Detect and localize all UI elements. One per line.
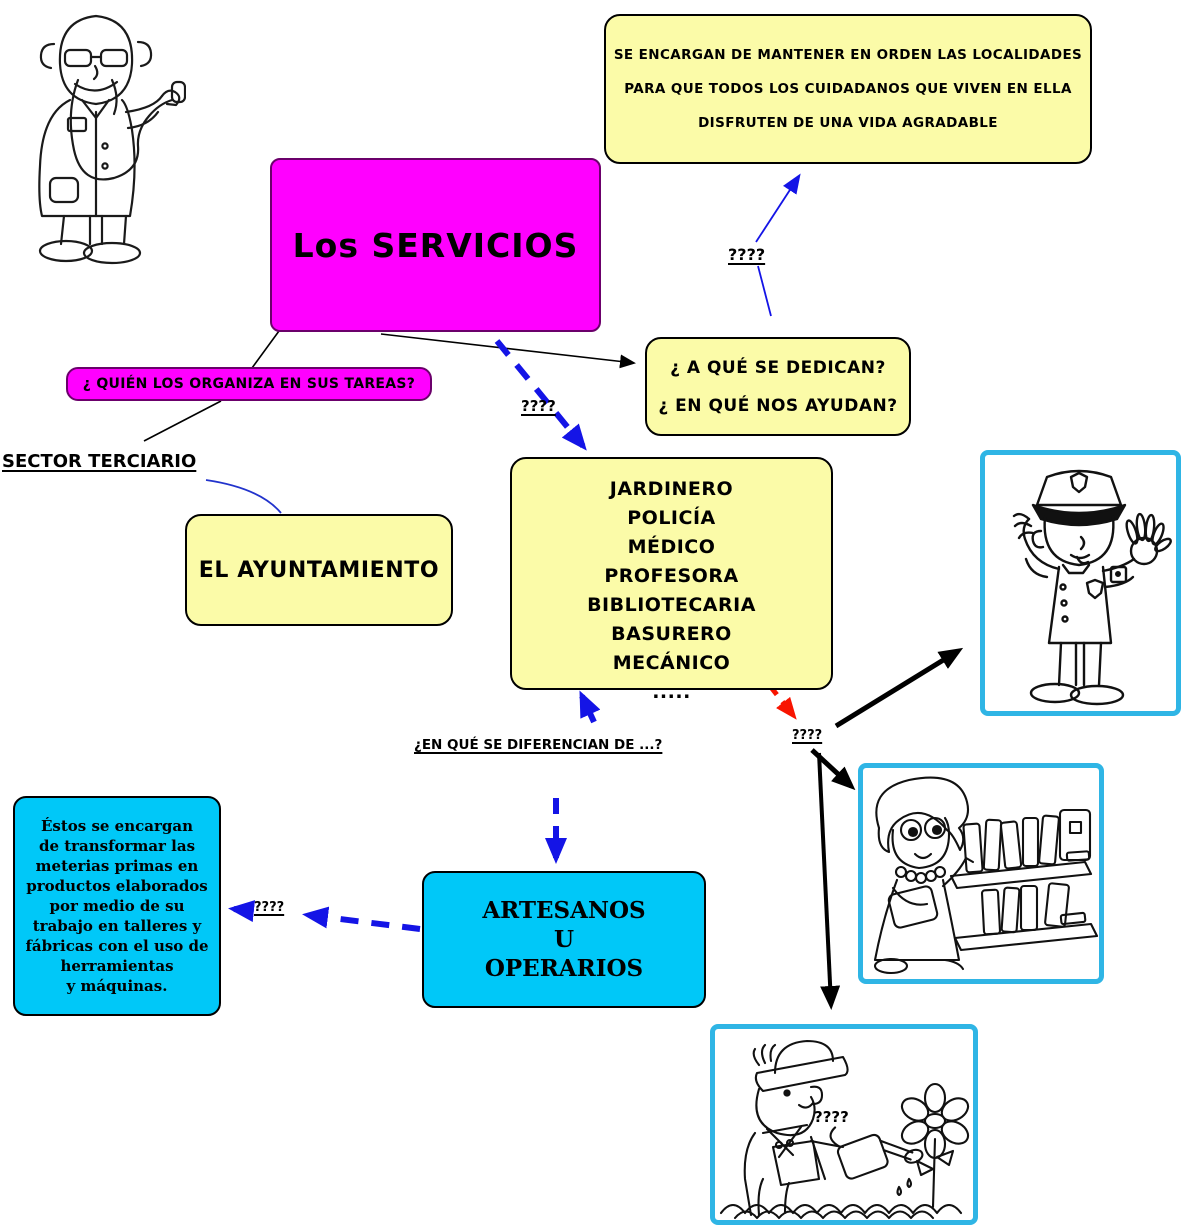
line-main-to-organiza [252, 331, 279, 368]
policeman-image [980, 450, 1181, 716]
arrow-qright-to-policeman [836, 651, 958, 726]
artesanos-line: U [553, 926, 575, 953]
diferencian-label: ¿EN QUÉ SE DIFERENCIAN DE ...? [414, 737, 663, 753]
top-info-line: SE ENCARGAN DE MANTENER EN ORDEN LAS LOCALIDADES [613, 47, 1083, 63]
dedican-line: ¿ A QUÉ SE DEDICAN? [670, 357, 886, 378]
artesanos-line: ARTESANOS [482, 897, 646, 924]
profession-item: JARDINERO [609, 478, 734, 500]
doctor-clipart-drawing [8, 0, 186, 266]
node-ayuntamiento [185, 514, 453, 626]
librarian-image [858, 763, 1104, 984]
arrow-artesanos-to-qleft [308, 915, 420, 929]
descripcion-line: herramientas [60, 957, 174, 975]
dedican-line: ¿ EN QUÉ NOS AYUDAN? [658, 395, 898, 416]
arrow-main-to-professions [497, 341, 583, 446]
node-artesanos [422, 871, 706, 1008]
question-label-right: ???? [792, 728, 823, 743]
line-dedican-to-qtop [758, 266, 771, 316]
arrow-qleft-to-descripcion [234, 909, 253, 911]
question-label-mid: ???? [521, 397, 556, 415]
descripcion-line: de transformar las [38, 837, 196, 855]
question-label-gardener: ???? [814, 1108, 849, 1126]
curve-sector-to-ayuntamiento [206, 480, 281, 513]
artesanos-line: OPERARIOS [484, 955, 644, 982]
arrow-diferencian-to-professions [582, 696, 594, 722]
descripcion-line: y máquinas. [66, 977, 168, 995]
arrow-qright-to-gardener [819, 753, 831, 1004]
top-info-line: DISFRUTEN DE UNA VIDA AGRADABLE [698, 115, 998, 131]
descripcion-line: Éstos se encargan [40, 817, 193, 835]
profession-item: PROFESORA [604, 565, 739, 587]
descripcion-line: productos elaborados [26, 877, 208, 895]
descripcion-line: fábricas con el uso de [25, 937, 209, 955]
profession-item: BASURERO [611, 623, 732, 645]
sector-terciario-label: SECTOR TERCIARIO [2, 451, 197, 472]
arrow-professions-to-qright [770, 686, 793, 715]
node-organiza [66, 367, 432, 401]
policeman-clipart-drawing [985, 455, 1176, 711]
descripcion-line: meterias primas en [35, 857, 199, 875]
profession-item: BIBLIOTECARIA [587, 594, 756, 616]
profession-item: MÉDICO [627, 536, 716, 558]
organiza-label: ¿ QUIÉN LOS ORGANIZA EN SUS TAREAS? [82, 376, 416, 392]
doctor-image [8, 0, 186, 266]
node-top-info [604, 14, 1092, 164]
node-descripcion [13, 796, 221, 1016]
main-title: Los SERVICIOS [292, 225, 579, 265]
librarian-clipart-drawing [863, 768, 1099, 979]
profession-item: ..... [652, 681, 691, 703]
node-professions [510, 457, 833, 703]
node-dedican [645, 337, 911, 436]
node-main [270, 158, 601, 332]
descripcion-line: por medio de su [49, 897, 185, 915]
ayuntamiento-label: EL AYUNTAMIENTO [198, 557, 440, 583]
arrow-qtop-to-topinfo [756, 176, 799, 242]
profession-item: POLICÍA [627, 507, 716, 529]
arrow-main-to-dedican [381, 334, 634, 363]
descripcion-line: trabajo en talleres y [32, 917, 202, 935]
top-info-line: PARA QUE TODOS LOS CUIDADANOS QUE VIVEN EN ELLA [624, 81, 1072, 97]
question-label-left: ???? [254, 900, 285, 915]
line-organiza-to-sector [144, 401, 221, 441]
profession-item: MECÁNICO [612, 652, 731, 674]
question-label-top: ???? [728, 245, 766, 264]
